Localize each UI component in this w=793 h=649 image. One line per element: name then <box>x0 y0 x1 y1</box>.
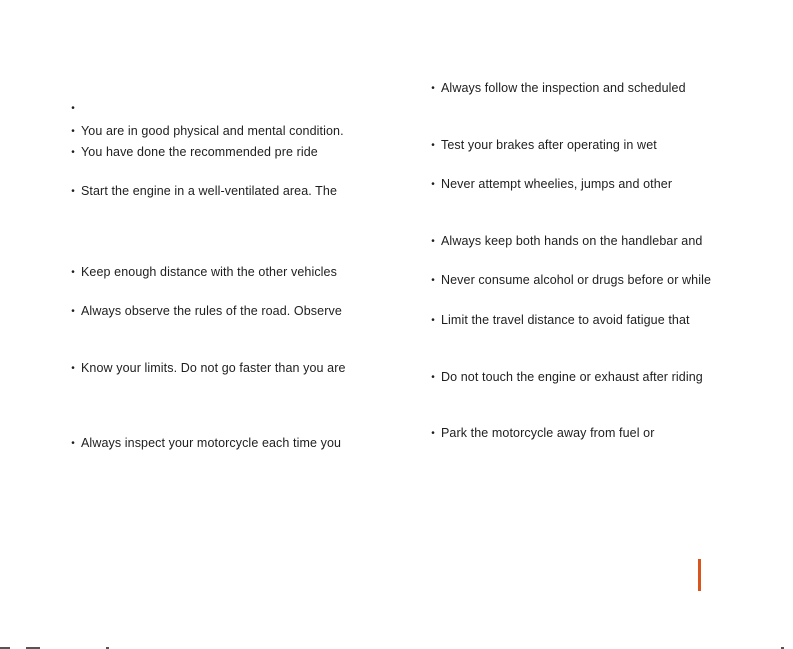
list-item-text: Never consume alcohol or drugs before or while <box>441 273 712 287</box>
list-item-text: Know your limits. Do not go faster than you are <box>81 361 346 375</box>
bullet-icon: • <box>71 103 75 114</box>
bullet-icon: • <box>431 140 435 151</box>
bullet-icon: • <box>71 363 75 374</box>
list-item-text: You are in good physical and mental condition. <box>81 124 344 138</box>
bullet-icon: • <box>71 186 75 197</box>
list-item-text: You have done the recommended pre ride <box>81 145 318 159</box>
list-item-text: Always inspect your motorcycle each time you <box>81 436 342 450</box>
bullet-icon: • <box>431 83 435 94</box>
list-item-text: Always follow the inspection and scheduled <box>441 81 686 95</box>
bullet-icon: • <box>71 438 75 449</box>
list-item-text: Park the motorcycle away from fuel or <box>441 426 655 440</box>
list-item-text: Keep enough distance with the other vehicles <box>81 265 337 279</box>
bullet-icon: • <box>431 275 435 286</box>
list-item-text: Never attempt wheelies, jumps and other <box>441 177 673 191</box>
list-item-text: Test your brakes after operating in wet <box>441 138 657 152</box>
bullet-icon: • <box>431 372 435 383</box>
bullet-icon: • <box>71 306 75 317</box>
list-item-text: Do not touch the engine or exhaust after riding <box>441 370 703 384</box>
bullet-icon: • <box>431 315 435 326</box>
bullet-icon: • <box>71 126 75 137</box>
list-item-text: Limit the travel distance to avoid fatigue that <box>441 313 690 327</box>
bullet-icon: • <box>431 179 435 190</box>
list-item-text: Always keep both hands on the handlebar and <box>441 234 703 248</box>
bullet-icon: • <box>71 147 75 158</box>
list-item-text: Always observe the rules of the road. Observe <box>81 304 342 318</box>
bullet-icon: • <box>431 236 435 247</box>
page-accent-bar <box>698 559 701 591</box>
bullet-icon: • <box>431 428 435 439</box>
list-item-text: Start the engine in a well-ventilated area. The <box>81 184 338 198</box>
bullet-icon: • <box>71 267 75 278</box>
